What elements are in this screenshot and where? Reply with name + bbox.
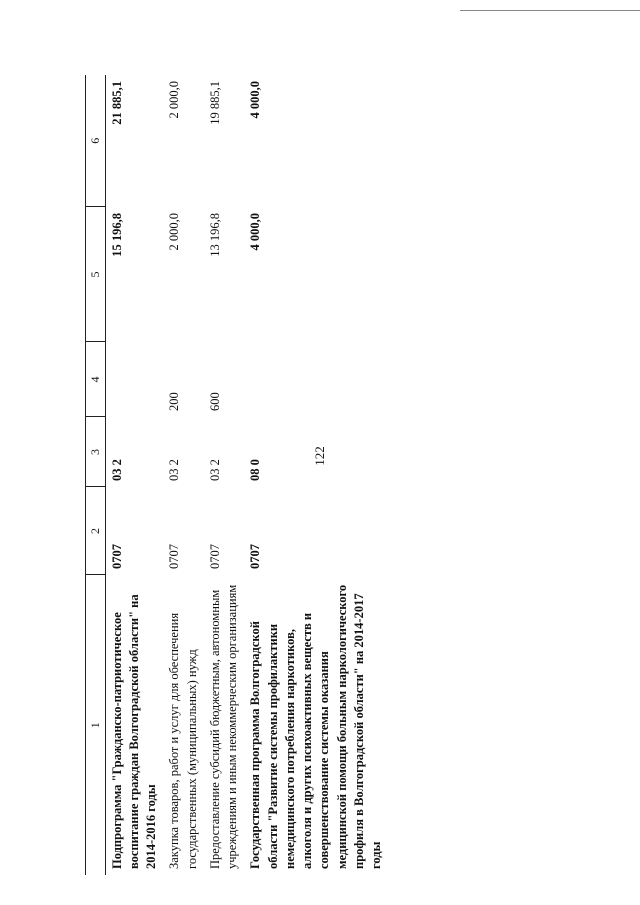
row-value-5: 15 196,8 [109,213,124,257]
row-value-6: 4 000,0 [248,81,263,119]
row-value-6: 21 885,1 [109,81,124,125]
table-row [105,75,163,875]
row-name: Закупка товаров, работ и услуг для обеспечения государственных (муниципальных) нужд [167,612,199,869]
table-row [204,75,245,875]
page-number: 122 [312,446,327,466]
row-section: 0707 [248,544,263,569]
header-col-5: 5 [86,207,106,342]
row-name: Подпрограмма "Гражданско-патриотическое воспитание граждан Волгоградской области" на 2014-2016 годы [109,594,159,869]
row-value-6: 19 885,1 [207,81,222,125]
row-target: 03 2 [207,459,222,481]
row-section: 0707 [167,544,182,569]
header-col-4: 4 [86,342,106,417]
row-name: Предоставление субсидий бюджетным, автономным учреждениям и иным некоммерческим организациям [207,584,240,869]
row-target: 03 2 [167,459,182,481]
row-expense: 600 [207,392,222,411]
scan-edge-line [460,10,640,11]
row-target: 03 2 [109,459,124,481]
row-target: 08 0 [248,459,263,481]
row-expense [244,342,388,417]
header-col-2: 2 [86,487,106,575]
row-value-5: 13 196,8 [207,213,222,257]
row-section: 0707 [109,544,124,569]
row-value-6: 2 000,0 [167,81,182,119]
row-name: Государственная программа Волгоградской области "Развитие системы профилактики немедицинского потребления наркотиков, алкоголя и других психоактивных веществ и совершенствование системы оказания медицинской помощи больным наркологического профиля в Волгоградской области" на 2014-2017 годы [248,584,384,869]
row-section: 0707 [207,544,222,569]
row-expense [105,342,163,417]
row-expense: 200 [167,392,182,411]
header-row [86,75,106,875]
row-value-5: 2 000,0 [167,213,182,251]
header-col-1: 1 [86,575,106,875]
header-col-3: 3 [86,417,106,487]
table-row [244,75,388,875]
budget-table [85,75,388,875]
rotated-table-container [85,75,595,875]
header-col-6: 6 [86,75,106,207]
row-value-5: 4 000,0 [248,213,263,251]
table-row [163,75,204,875]
